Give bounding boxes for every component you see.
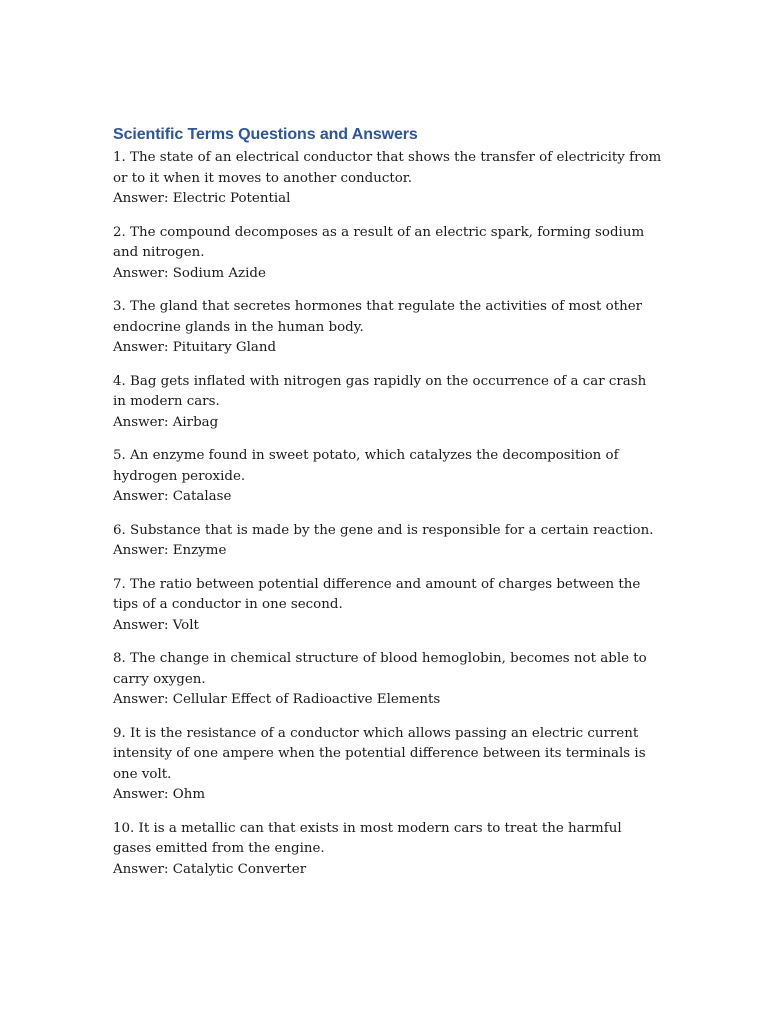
answer-text: Answer: Airbag: [113, 414, 219, 430]
question-text: 1. The state of an electrical conductor that shows the transfer of electricity from or to it when it moves to another conductor.: [113, 150, 662, 186]
answer-text: Answer: Sodium Azide: [113, 265, 266, 281]
question-text: 7. The ratio between potential difference and amount of charges between the tips of a conductor in one second.: [113, 576, 641, 612]
qa-item-9: [113, 724, 663, 806]
answer-text: Answer: Volt: [113, 617, 199, 633]
document-title: Scientific Terms Questions and Answers: [113, 126, 418, 143]
question-text: 2. The compound decomposes as a result of an electric spark, forming sodium and nitrogen.: [113, 224, 645, 260]
answer-text: Answer: Electric Potential: [113, 191, 291, 206]
document-page: [113, 124, 663, 893]
qa-list: [113, 148, 663, 880]
qa-item-1: [113, 148, 663, 210]
question-text: 10. It is a metallic can that exists in most modern cars to treat the harmful gases emitted from the engine.: [113, 820, 622, 856]
qa-item-7: [113, 575, 663, 637]
answer-text: Answer: Cellular Effect of Radioactive Elements: [113, 692, 441, 707]
answer-text: Answer: Enzyme: [113, 543, 227, 558]
qa-item-10: [113, 819, 663, 881]
question-text: 5. An enzyme found in sweet potato, which catalyzes the decomposition of hydrogen peroxide.: [113, 448, 619, 484]
qa-item-3: [113, 297, 663, 359]
question-text: 8. The change in chemical structure of blood hemoglobin, becomes not able to carry oxygen.: [113, 651, 647, 687]
qa-item-8: [113, 649, 663, 711]
answer-text: Answer: Catalase: [113, 489, 232, 504]
question-text: 3. The gland that secretes hormones that regulate the activities of most other endocrine glands in the human body.: [113, 299, 643, 335]
question-text: 4. Bag gets inflated with nitrogen gas rapidly on the occurrence of a car crash in modern cars.: [113, 373, 647, 409]
question-text: 9. It is the resistance of a conductor which allows passing an electric current intensity of one ampere when the potential difference between its terminals is one volt.: [113, 725, 646, 782]
qa-item-5: [113, 446, 663, 508]
qa-item-6: [113, 521, 663, 562]
answer-text: Answer: Catalytic Converter: [113, 861, 307, 877]
qa-item-4: [113, 372, 663, 434]
qa-item-2: [113, 223, 663, 285]
question-text: 6. Substance that is made by the gene and is responsible for a certain reaction.: [113, 522, 654, 538]
answer-text: Answer: Ohm: [113, 787, 206, 802]
answer-text: Answer: Pituitary Gland: [113, 340, 277, 355]
